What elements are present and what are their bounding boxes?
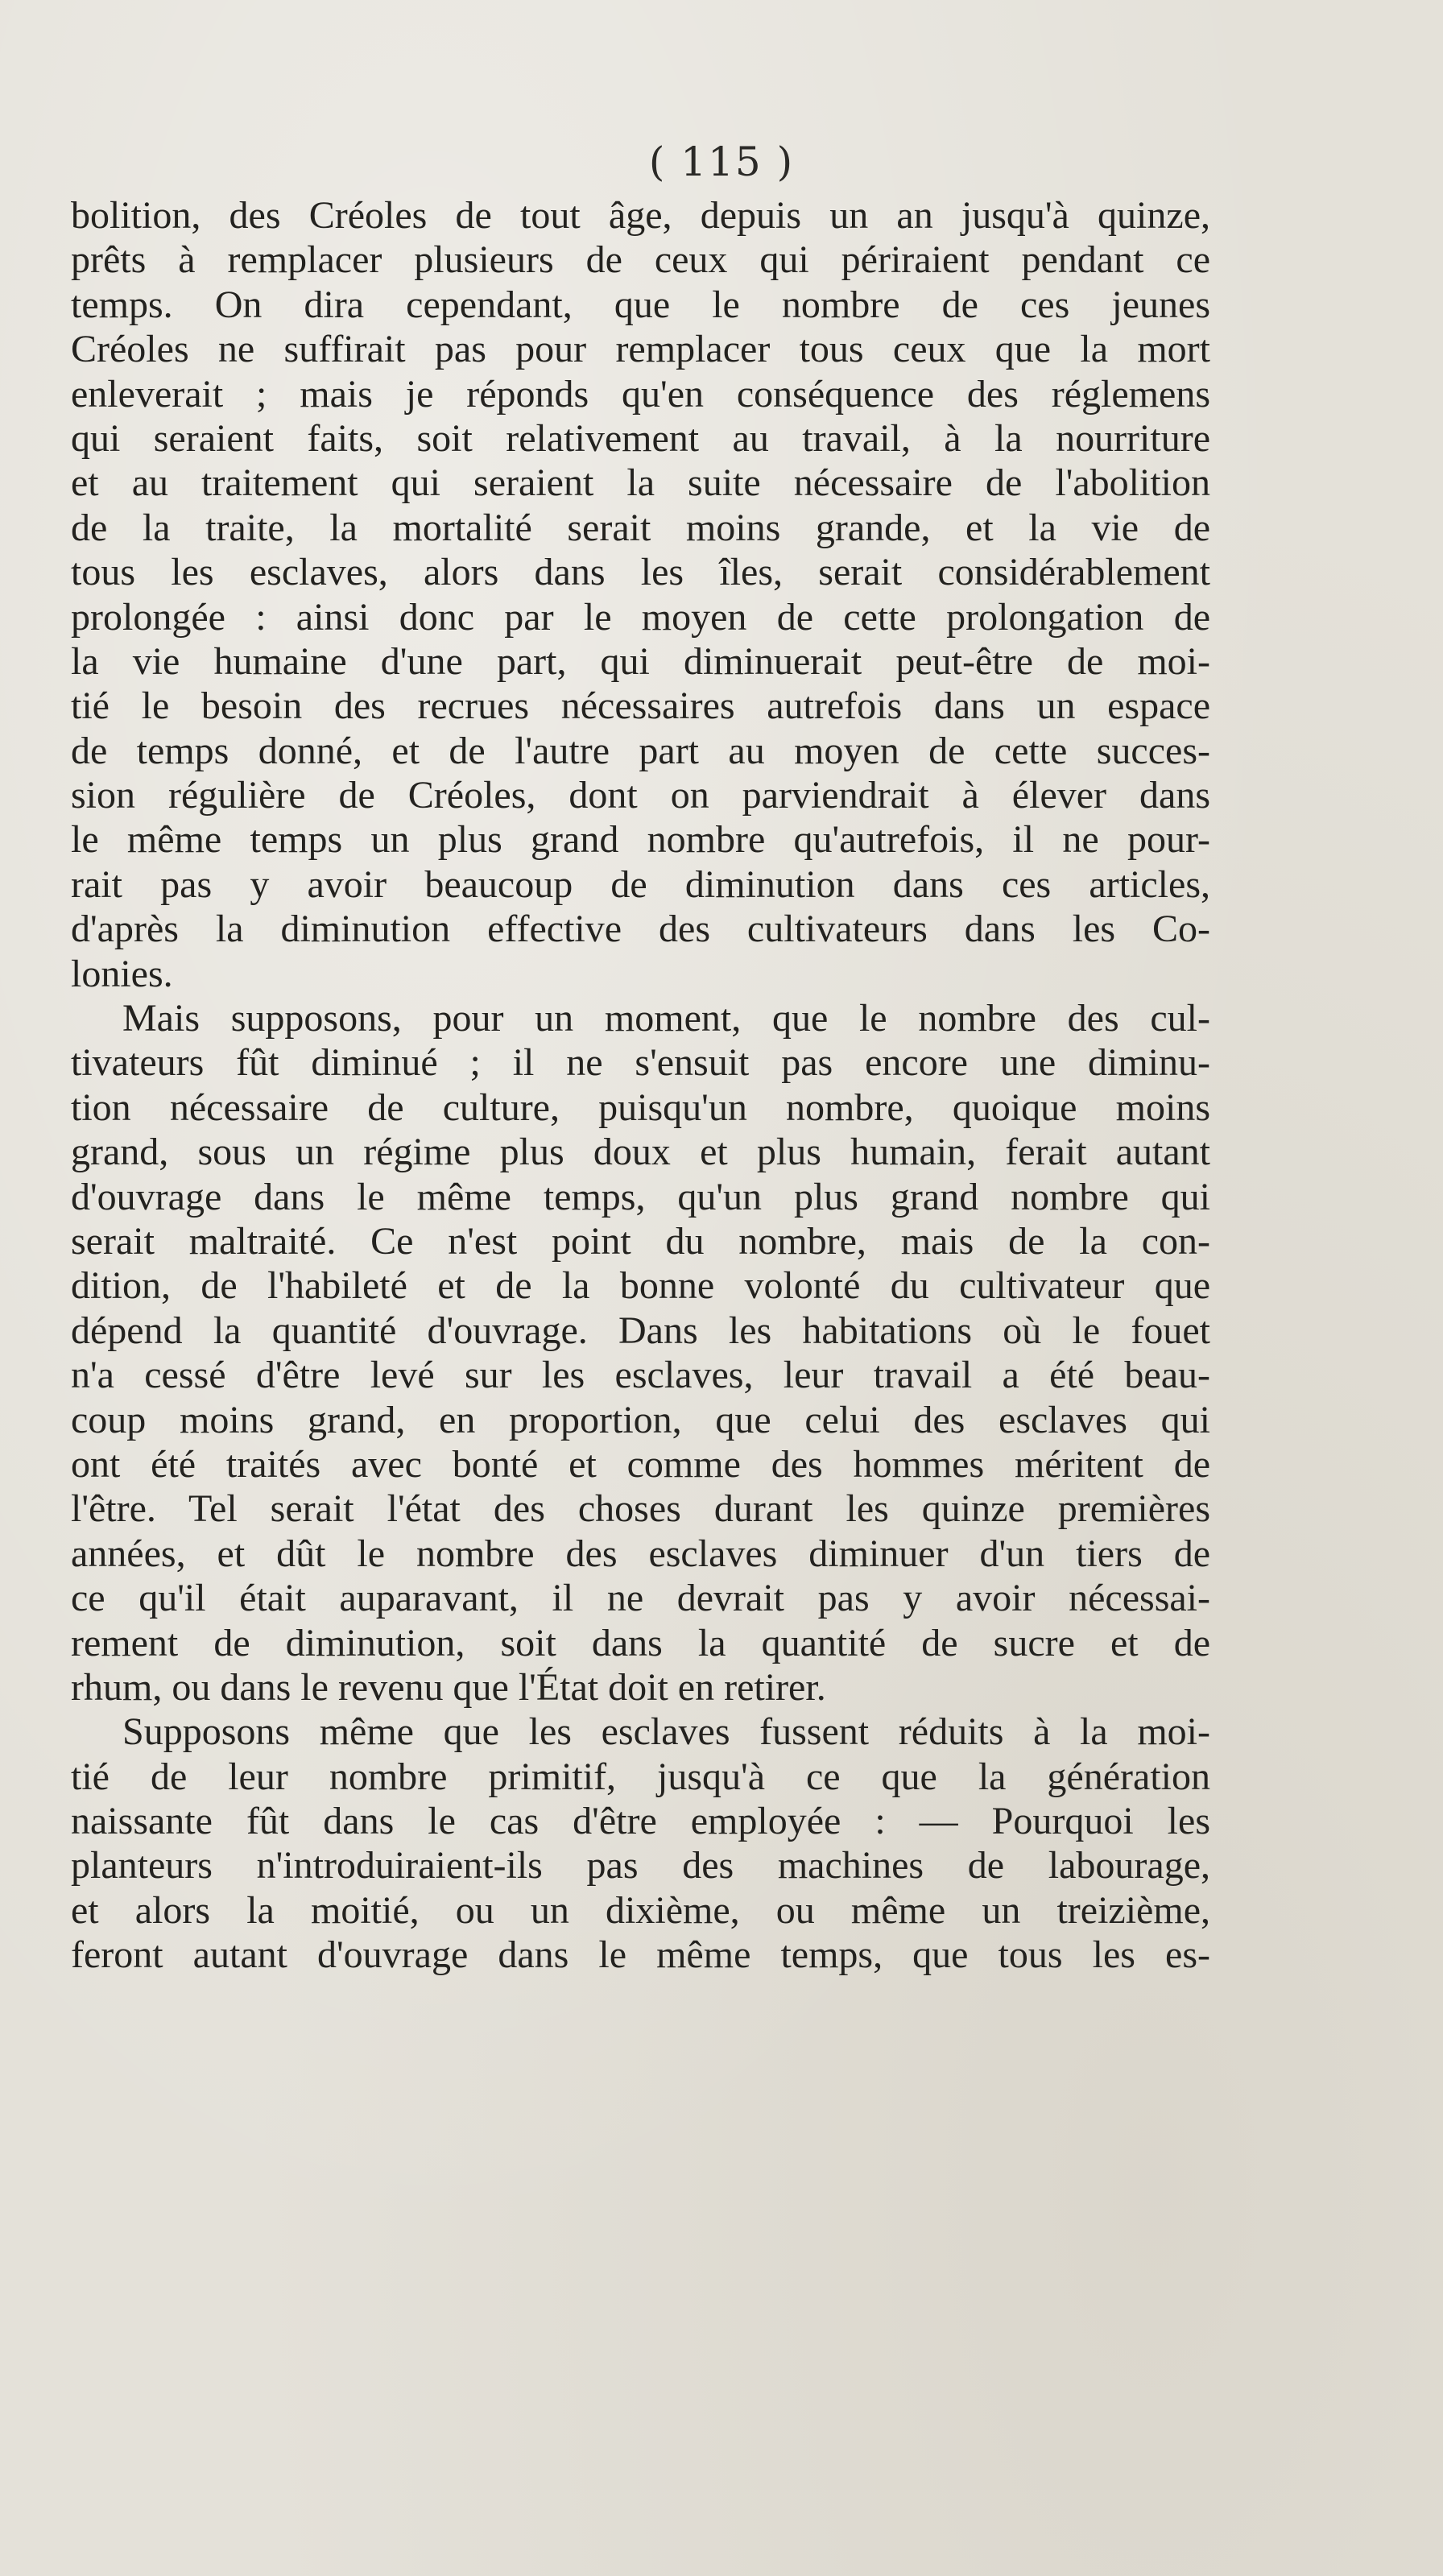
text-line: d'ouvrage dans le même temps, qu'un plus grand nombre qui [71, 1175, 1210, 1218]
text-line: rhum, ou dans le revenu que l'État doit en retirer. [71, 1665, 826, 1709]
text-line: années, et dût le nombre des esclaves diminuer d'un tiers de [71, 1532, 1210, 1575]
text-line: d'après la diminution effective des cultivateurs dans les Co- [71, 908, 1210, 951]
text-line: et alors la moitié, ou un dixième, ou même un treizième, [71, 1888, 1210, 1932]
text-line: serait maltraité. Ce n'est point du nombre, mais de la con- [71, 1219, 1210, 1263]
body-text [71, 193, 1210, 1978]
page-number: ( 115 ) [648, 139, 795, 185]
text-line: qui seraient faits, soit relativement au travail, à la nourriture [71, 416, 1210, 460]
text-line: feront autant d'ouvrage dans le même temps, que tous les es- [71, 1933, 1210, 1977]
text-line: de temps donné, et de l'autre part au moyen de cette succes- [71, 729, 1210, 772]
text-line: la vie humaine d'une part, qui diminuerait peut-être de moi- [71, 639, 1210, 683]
text-line: tous les esclaves, alors dans les îles, serait considérablement [71, 551, 1210, 594]
paragraph-3 [71, 1710, 1210, 1977]
text-line: prolongée : ainsi donc par le moyen de cette prolongation de [71, 595, 1210, 639]
text-line: de la traite, la mortalité serait moins grande, et la vie de [71, 506, 1210, 549]
text-line: planteurs n'introduiraient-ils pas des machines de labourage, [71, 1844, 1210, 1888]
text-line: tivateurs fût diminué ; il ne s'ensuit pas encore une diminu- [71, 1041, 1210, 1085]
text-line: sion régulière de Créoles, dont on parviendrait à élever dans [71, 774, 1210, 817]
paragraph-1 [71, 193, 1210, 996]
text-line: dition, de l'habileté et de la bonne volonté du cultivateur que [71, 1264, 1210, 1308]
text-line: ont été traités avec bonté et comme des hommes méritent de [71, 1442, 1210, 1486]
text-line: tié de leur nombre primitif, jusqu'à ce que la génération [71, 1755, 1210, 1798]
text-line: enleverait ; mais je réponds qu'en conséquence des réglemens [71, 372, 1210, 416]
text-line: grand, sous un régime plus doux et plus humain, ferait autant [71, 1131, 1210, 1174]
text-line: rement de diminution, soit dans la quantité de sucre et de [71, 1621, 1210, 1664]
text-line: prêts à remplacer plusieurs de ceux qui périraient pendant ce [71, 238, 1210, 282]
text-line: Créoles ne suffirait pas pour remplacer tous ceux que la mort [71, 328, 1210, 371]
text-line: rait pas y avoir beaucoup de diminution dans ces articles, [71, 862, 1210, 906]
text-line: n'a cessé d'être levé sur les esclaves, leur travail a été beau- [71, 1354, 1210, 1397]
paragraph-2 [71, 996, 1210, 1710]
text-line: Supposons même que les esclaves fussent réduits à la moi- [122, 1710, 1210, 1754]
text-line: lonies. [71, 952, 173, 995]
text-line: naissante fût dans le cas d'être employée : — Pourquoi les [71, 1800, 1210, 1843]
text-line: Mais supposons, pour un moment, que le nombre des cul- [122, 997, 1210, 1040]
text-line: coup moins grand, en proportion, que celui des esclaves qui [71, 1398, 1210, 1441]
text-line: bolition, des Créoles de tout âge, depuis un an jusqu'à quinze, [71, 194, 1210, 237]
text-line: tion nécessaire de culture, puisqu'un nombre, quoique moins [71, 1085, 1210, 1129]
text-line: dépend la quantité d'ouvrage. Dans les habitations où le fouet [71, 1309, 1210, 1352]
text-line: et au traitement qui seraient la suite nécessaire de l'abolition [71, 461, 1210, 505]
text-line: l'être. Tel serait l'état des choses durant les quinze premières [71, 1487, 1210, 1531]
text-line: tié le besoin des recrues nécessaires autrefois dans un espace [71, 684, 1210, 728]
text-line: temps. On dira cependant, que le nombre de ces jeunes [71, 283, 1210, 326]
text-line: ce qu'il était auparavant, il ne devrait pas y avoir nécessai- [71, 1577, 1210, 1620]
text-line: le même temps un plus grand nombre qu'autrefois, il ne pour- [71, 818, 1210, 862]
